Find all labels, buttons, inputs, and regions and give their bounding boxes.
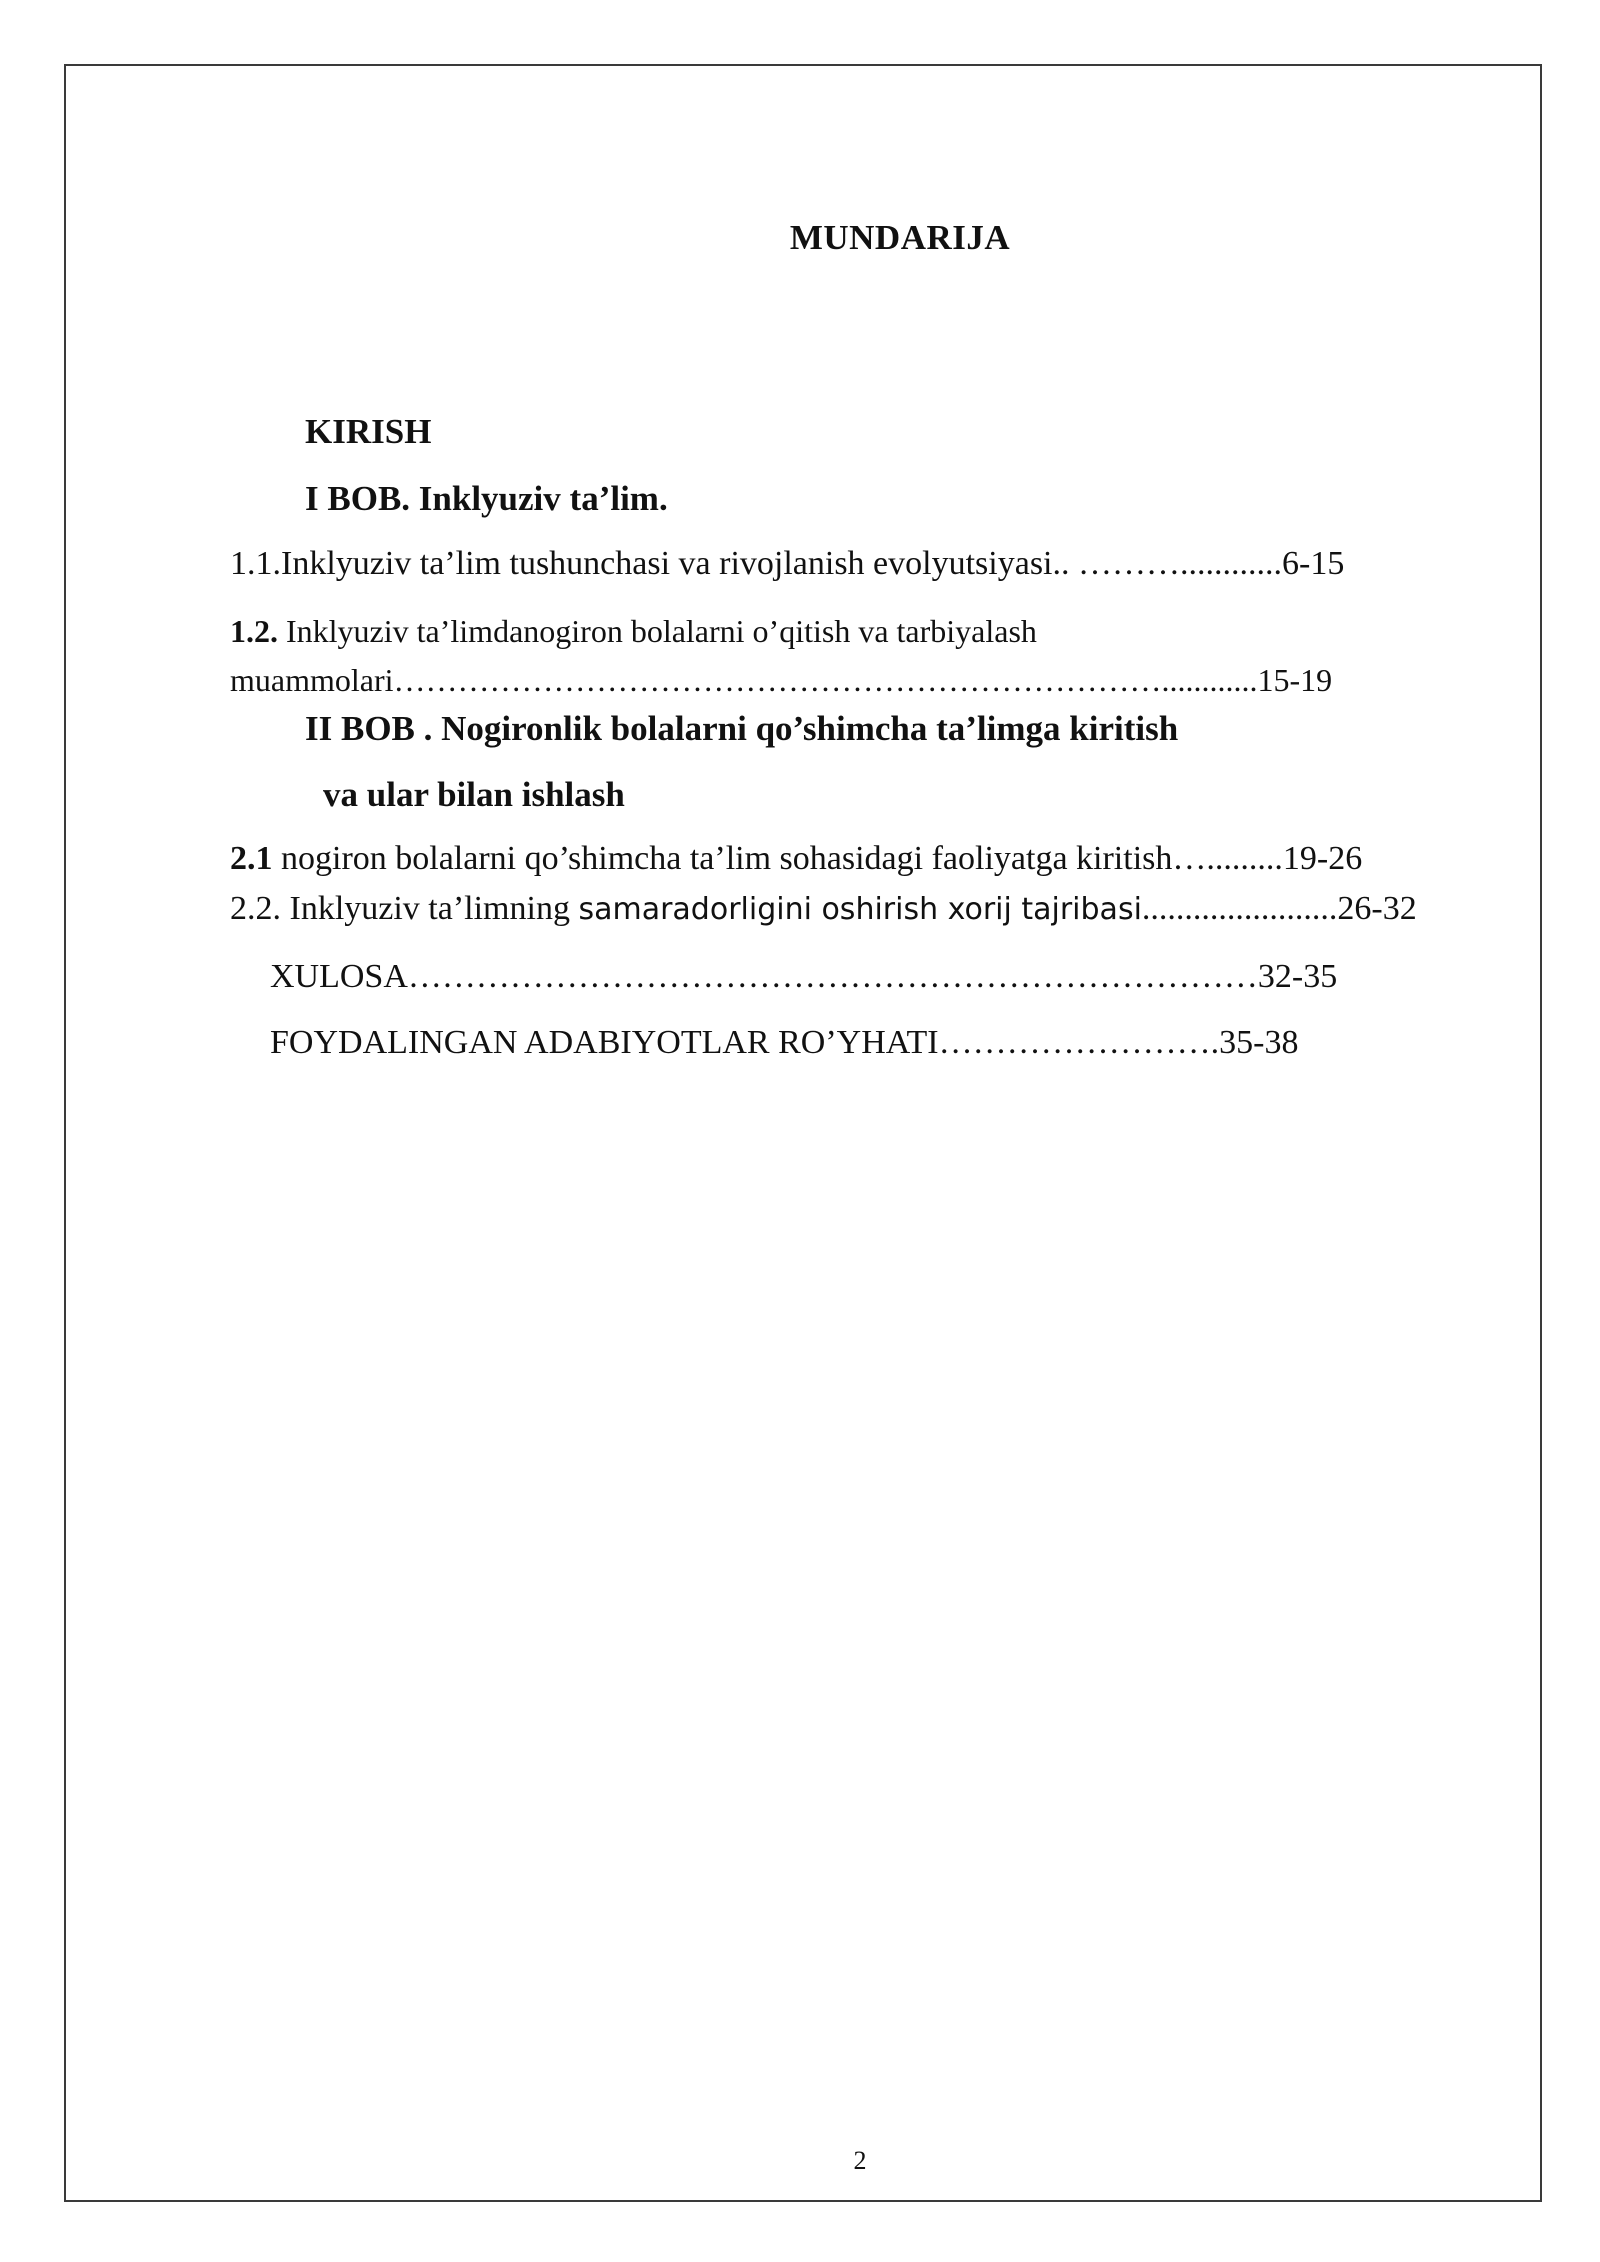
toc-item-1-1	[230, 545, 1344, 583]
toc-xulosa-pages: 32-35	[1257, 958, 1338, 995]
page-border	[64, 64, 1542, 2202]
toc-item-1-2-text: Inklyuziv ta’limdanogiron bolalarni o’qitish va tarbiyalash	[278, 613, 1037, 649]
toc-item-1-1-text: 1.1.Inklyuziv ta’lim tushunchasi va rivojlanish evolyutsiyasi	[230, 545, 1053, 582]
toc-adabiyotlar-dots: …………………….	[938, 1024, 1220, 1061]
toc-xulosa	[270, 958, 1337, 996]
toc-item-2-1	[230, 840, 1362, 878]
toc-item-1-2-number: 1.2.	[230, 613, 278, 649]
toc-item-2-2	[230, 890, 1417, 928]
toc-item-2-2-pages: 26-32	[1337, 890, 1417, 927]
toc-chapter-2-line-2: va ular bilan ishlash	[323, 775, 625, 814]
page-title: MUNDARIJA	[789, 218, 1011, 257]
toc-item-2-2-text-b: samaradorligini oshirish xorij tajribasi	[578, 892, 1142, 927]
toc-item-2-1-pages: 19-26	[1282, 840, 1363, 877]
toc-item-1-1-pages: 6-15	[1282, 545, 1345, 582]
toc-xulosa-dots: …………………………………………………………………	[407, 958, 1258, 995]
toc-item-1-2-dots: ………………………………………………………………............	[393, 662, 1258, 698]
toc-item-2-2-dots: .......................	[1141, 890, 1338, 927]
toc-item-1-2-text-cont: muammolari	[230, 662, 394, 698]
toc-item-1-1-dots: .. ………............	[1052, 545, 1282, 582]
toc-item-1-2-line-2	[230, 662, 1332, 699]
toc-chapter-1: I BOB. Inklyuziv ta’lim.	[305, 479, 668, 518]
toc-adabiyotlar-text: FOYDALINGAN ADABIYOTLAR RO’YHATI	[270, 1024, 939, 1061]
toc-xulosa-text: XULOSA	[270, 958, 408, 995]
toc-item-2-1-number: 2.1	[230, 840, 273, 877]
toc-item-2-1-dots: ….........	[1172, 840, 1283, 877]
toc-item-1-2-pages: 15-19	[1257, 662, 1333, 698]
page-number: 2	[853, 2146, 867, 2175]
toc-item-2-1-text: nogiron bolalarni qo’shimcha ta’lim sohasidagi faoliyatga kiritish	[272, 840, 1173, 877]
toc-chapter-2-line-1: II BOB . Nogironlik bolalarni qo’shimcha ta’limga kiritish	[305, 709, 1179, 748]
toc-kirish: KIRISH	[305, 412, 432, 451]
toc-adabiyotlar	[270, 1024, 1298, 1062]
toc-adabiyotlar-pages: 35-38	[1219, 1024, 1299, 1061]
toc-item-1-2-line-1	[230, 613, 1037, 650]
toc-item-2-2-text-a: 2.2. Inklyuziv ta’limning	[230, 890, 579, 927]
